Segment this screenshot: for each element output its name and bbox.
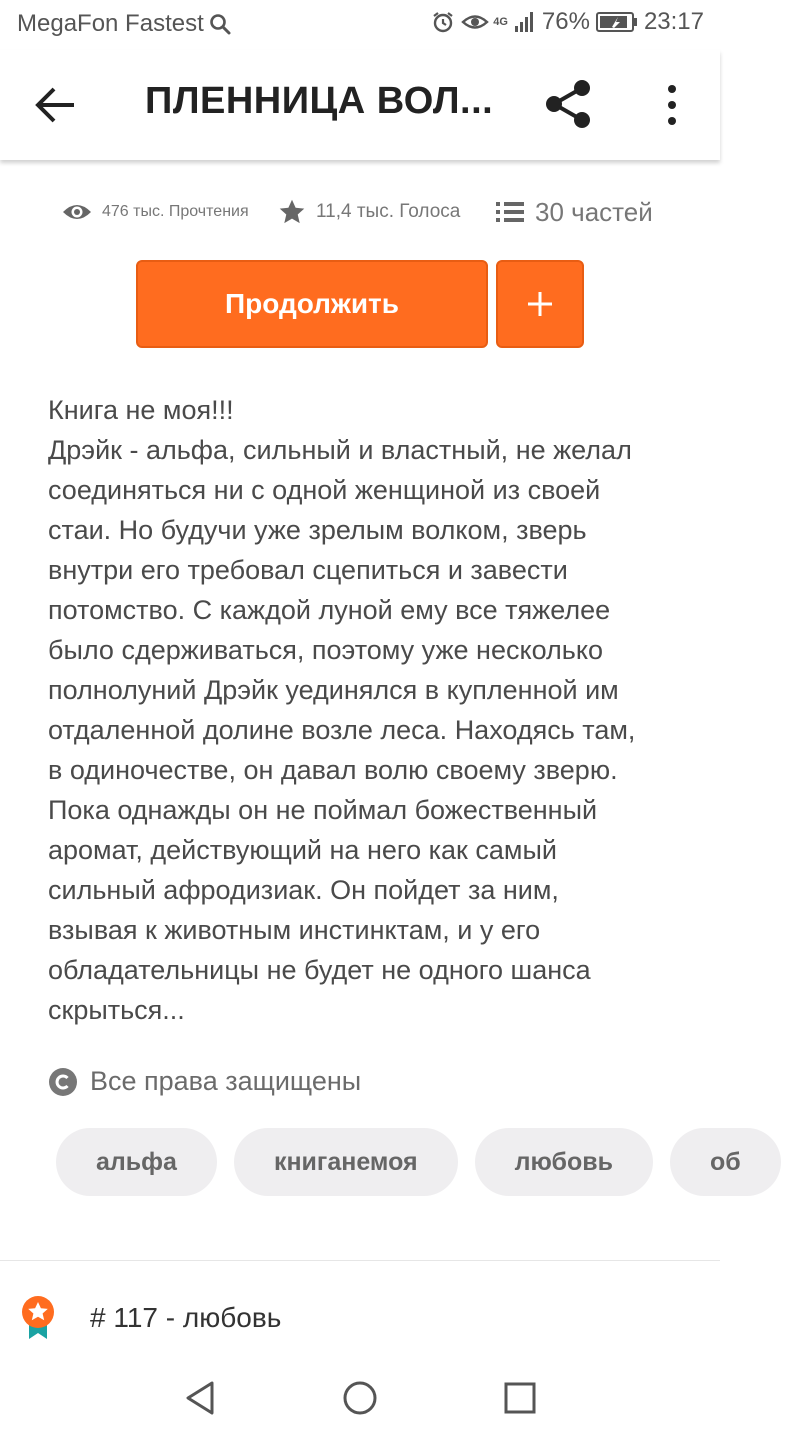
share-icon: [540, 76, 596, 132]
description-line: отдаленной долине возле леса. Находясь там,: [48, 715, 636, 745]
copyright-text: Все права защищены: [90, 1066, 362, 1096]
signal-icon: [514, 11, 536, 33]
back-arrow-icon: [30, 82, 80, 128]
story-description: [48, 390, 688, 1030]
ranking-badge-icon: [20, 1295, 56, 1341]
copyright-icon: [48, 1067, 78, 1097]
eye-comfort-icon: [461, 10, 489, 34]
clock: 23:17: [643, 8, 704, 35]
system-nav-bar: [0, 1360, 720, 1440]
tag-chip[interactable]: альфа: [56, 1128, 217, 1196]
story-stats: [0, 192, 720, 232]
eye-icon: [62, 201, 92, 223]
section-divider: [0, 1260, 720, 1261]
battery-percent: 76%: [541, 8, 590, 35]
votes-count: 11,4 тыс. Голоса: [316, 201, 461, 222]
votes-stat: [278, 192, 460, 232]
ranking-text: # 117 - любовь: [90, 1302, 282, 1333]
nav-recents-button[interactable]: [500, 1378, 540, 1423]
description-line: потомство. С каждой луной ему все тяжелее: [48, 595, 611, 625]
nav-back-button[interactable]: [180, 1378, 220, 1423]
description-line: стаи. Но будучи уже зрелым волком, зверь: [48, 515, 587, 545]
status-icons: [425, 8, 704, 36]
list-icon: [495, 199, 525, 225]
carrier-area: [17, 10, 232, 38]
parts-count: 30 частей: [535, 196, 653, 227]
parts-stat[interactable]: [495, 192, 653, 232]
tag-chip[interactable]: любовь: [475, 1128, 653, 1196]
description-line: сильный афродизиак. Он пойдет за ним,: [48, 875, 559, 905]
copyright-notice: [48, 1066, 361, 1097]
add-to-library-button[interactable]: [496, 260, 584, 348]
tag-list: [56, 1128, 741, 1198]
battery-icon: [596, 11, 638, 33]
nav-home-button[interactable]: [340, 1378, 380, 1423]
description-line: обладательницы не будет не одного шанса: [48, 955, 591, 985]
network-type: 4G: [493, 16, 508, 28]
status-bar: [0, 0, 720, 50]
tag-chip[interactable]: об: [670, 1128, 781, 1196]
more-vert-icon: [654, 80, 690, 130]
nav-back-icon: [180, 1378, 220, 1418]
description-line: Дрэйк - альфа, сильный и властный, не желал: [48, 435, 632, 465]
plus-icon: [526, 290, 554, 318]
continue-reading-button[interactable]: Продолжить: [136, 260, 488, 348]
app-bar: [0, 50, 720, 160]
alarm-icon: [431, 10, 455, 34]
tag-chip[interactable]: книганемоя: [234, 1128, 458, 1196]
description-line: аромат, действующий на него как самый: [48, 835, 557, 865]
description-line: Книга не моя!!!: [48, 395, 234, 425]
description-line: было сдерживаться, поэтому уже несколько: [48, 635, 603, 665]
description-line: полнолуний Дрэйк уединялся в купленной им: [48, 675, 619, 705]
description-line: Пока однажды он не поймал божественный: [48, 795, 598, 825]
ranking-row[interactable]: [20, 1295, 281, 1341]
nav-home-icon: [340, 1378, 380, 1418]
reads-stat: [62, 192, 249, 232]
description-line: внутри его требовал сцепиться и завести: [48, 555, 568, 585]
carrier-name: MegaFon Fastest: [17, 10, 204, 37]
description-line: в одиночестве, он давал волю своему зверю.: [48, 755, 618, 785]
description-line: взывая к животным инстинктам, и у его: [48, 915, 541, 945]
nav-recents-icon: [500, 1378, 540, 1418]
description-line: скрыться...: [48, 995, 185, 1025]
description-line: соединяться ни с одной женщиной из своей: [48, 475, 601, 505]
share-button[interactable]: [540, 76, 596, 132]
more-options-button[interactable]: [654, 80, 690, 130]
back-button[interactable]: [30, 82, 80, 128]
reads-count: 476 тыс. Прочтения: [102, 203, 249, 220]
story-title: ПЛЕННИЦА ВОЛ...: [145, 80, 494, 122]
star-icon: [278, 198, 306, 226]
search-icon: [208, 12, 232, 36]
